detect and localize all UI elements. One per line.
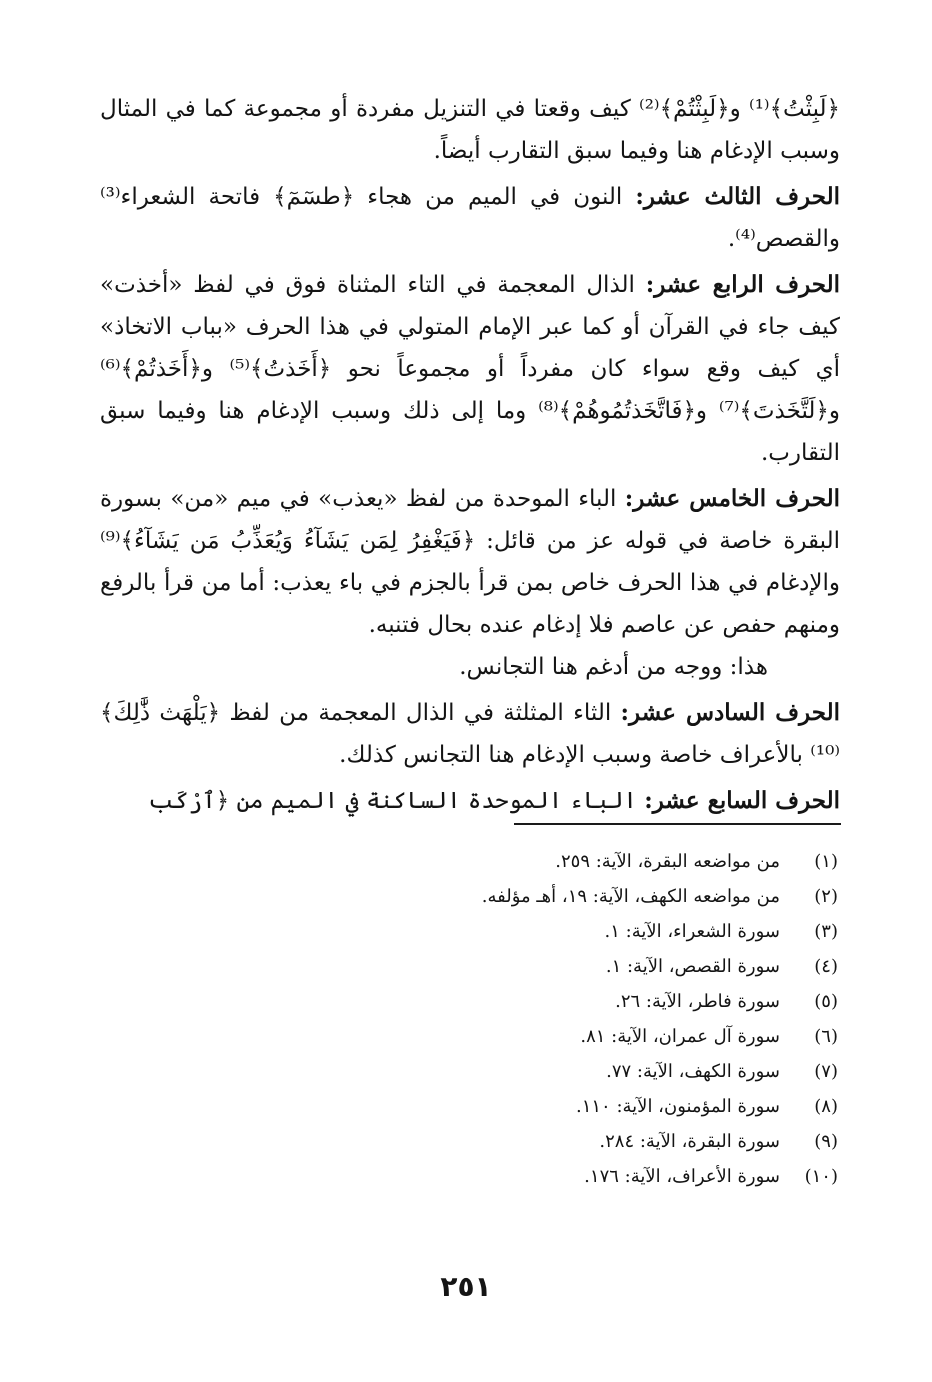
footnote-number: (٢) [814, 886, 838, 907]
footnote-item [100, 1159, 840, 1194]
paragraph-letter-13 [100, 176, 840, 260]
paragraph-letter-16 [100, 692, 840, 776]
footnote-text: من مواضعه الكهف، الآية: ١٩، أهـ مؤلفه. [481, 886, 780, 907]
paragraph-1: ﴿لَبِثْتُ﴾⁽¹⁾ و﴿لَبِثْتُمْ﴾⁽²⁾ كيف وقعتا في التنزيل مفردة أو مجموعة كما في المثال وسبب الإدغام هنا وفيما سبق التقارب أيضاً. [100, 96, 840, 164]
section-text: النون في الميم من هجاء ﴿طسٓمٓ﴾ فاتحة الشعراء⁽³⁾ والقصص⁽⁴⁾. [100, 184, 840, 252]
footnote-item [100, 1019, 840, 1054]
footnote-text: سورة البقرة، الآية: ٢٨٤. [599, 1131, 780, 1152]
footnote-number: (١) [814, 851, 838, 872]
footnote-item [100, 1124, 840, 1159]
section-text: الباء الموحدة من لفظ «يعذب» في ميم «من» بسورة البقرة خاصة في قوله عز من قائل: ﴿فَيَغْفِرُ لِمَن يَشَآءُ وَيُعَذِّبُ مَن يَشَآءُ﴾⁽⁹⁾ والإدغام في هذا الحرف خاص بمن قرأ بالجزم في باء يعذب: أما من قرأ بالرفع ومنهم حفص عن عاصم فلا إدغام عنده بحال فتنبه. [100, 486, 840, 638]
footnote-item [100, 879, 840, 914]
section-text: الذال المعجمة في التاء المثناة فوق في لفظ «أخذت» كيف جاء في القرآن أو كما عبر الإمام المتولي في هذا الحرف «بباب الاتخاذ» أي كيف وقع سواء كان مفرداً أو مجموعاً نحو ﴿أَخَذتُ﴾⁽⁵⁾ و﴿أَخَذتُمْ﴾⁽⁶⁾ و﴿لَتَّخَذتَ﴾⁽⁷⁾ و﴿فَاتَّخَذتُمُوهُمْ﴾⁽⁸⁾ وما إلى ذلك وسبب الإدغام هنا وفيما سبق التقارب. [100, 272, 841, 466]
footnote-text: من مواضعه البقرة، الآية: ٢٥٩. [555, 851, 780, 872]
footnote-text: سورة الأعراف، الآية: ١٧٦. [584, 1166, 780, 1187]
footnotes-list [100, 844, 840, 1194]
footnote-number: (٤) [814, 956, 838, 977]
footnote-item [100, 1089, 840, 1124]
footnote-number: (٣) [814, 921, 838, 942]
section-text: الباء الموحدة الساكنة في الميم من ﴿ٱرْكَب [148, 788, 645, 814]
paragraph-letter-14 [100, 264, 840, 474]
paragraph-letter-15 [100, 478, 840, 646]
footnote-number: (١٠) [804, 1166, 838, 1187]
paragraph-note: هذا: ووجه من أدغم هنا التجانس. [459, 654, 768, 680]
page-number: ٢٥١ [440, 1270, 492, 1303]
footnote-number: (٨) [814, 1096, 838, 1117]
section-text: الثاء المثلثة في الذال المعجمة من لفظ ﴿يَلْهَث ذَّٰلِكَ﴾⁽¹⁰⁾ بالأعراف خاصة وسبب الإدغام هنا التجانس كذلك. [100, 700, 840, 768]
section-heading: الحرف الخامس عشر: [624, 485, 840, 512]
footnote-item [100, 844, 840, 879]
footnote-separator [514, 823, 841, 825]
footnote-text: سورة الشعراء، الآية: ١. [604, 921, 780, 942]
section-heading: الحرف السابع عشر: [644, 787, 840, 814]
footnote-text: سورة القصص، الآية: ١. [605, 956, 780, 977]
footnote-number: (٧) [814, 1061, 838, 1082]
section-heading: الحرف الثالث عشر: [635, 183, 840, 210]
section-heading: الحرف الرابع عشر: [645, 271, 841, 298]
page-body [100, 88, 840, 822]
footnote-item [100, 984, 840, 1019]
footnote-text: سورة آل عمران، الآية: ٨١. [580, 1026, 780, 1047]
footnote-text: سورة المؤمنون، الآية: ١١٠. [575, 1096, 780, 1117]
footnote-item [100, 914, 840, 949]
section-heading: الحرف السادس عشر: [620, 699, 840, 726]
footnote-number: (٩) [814, 1131, 838, 1152]
footnote-text: سورة فاطر، الآية: ٢٦. [615, 991, 780, 1012]
footnote-item [100, 949, 840, 984]
paragraph-letter-17 [100, 780, 840, 822]
footnote-number: (٥) [814, 991, 838, 1012]
footnote-text: سورة الكهف، الآية: ٧٧. [606, 1061, 780, 1082]
footnote-item [100, 1054, 840, 1089]
footnote-number: (٦) [814, 1026, 838, 1047]
